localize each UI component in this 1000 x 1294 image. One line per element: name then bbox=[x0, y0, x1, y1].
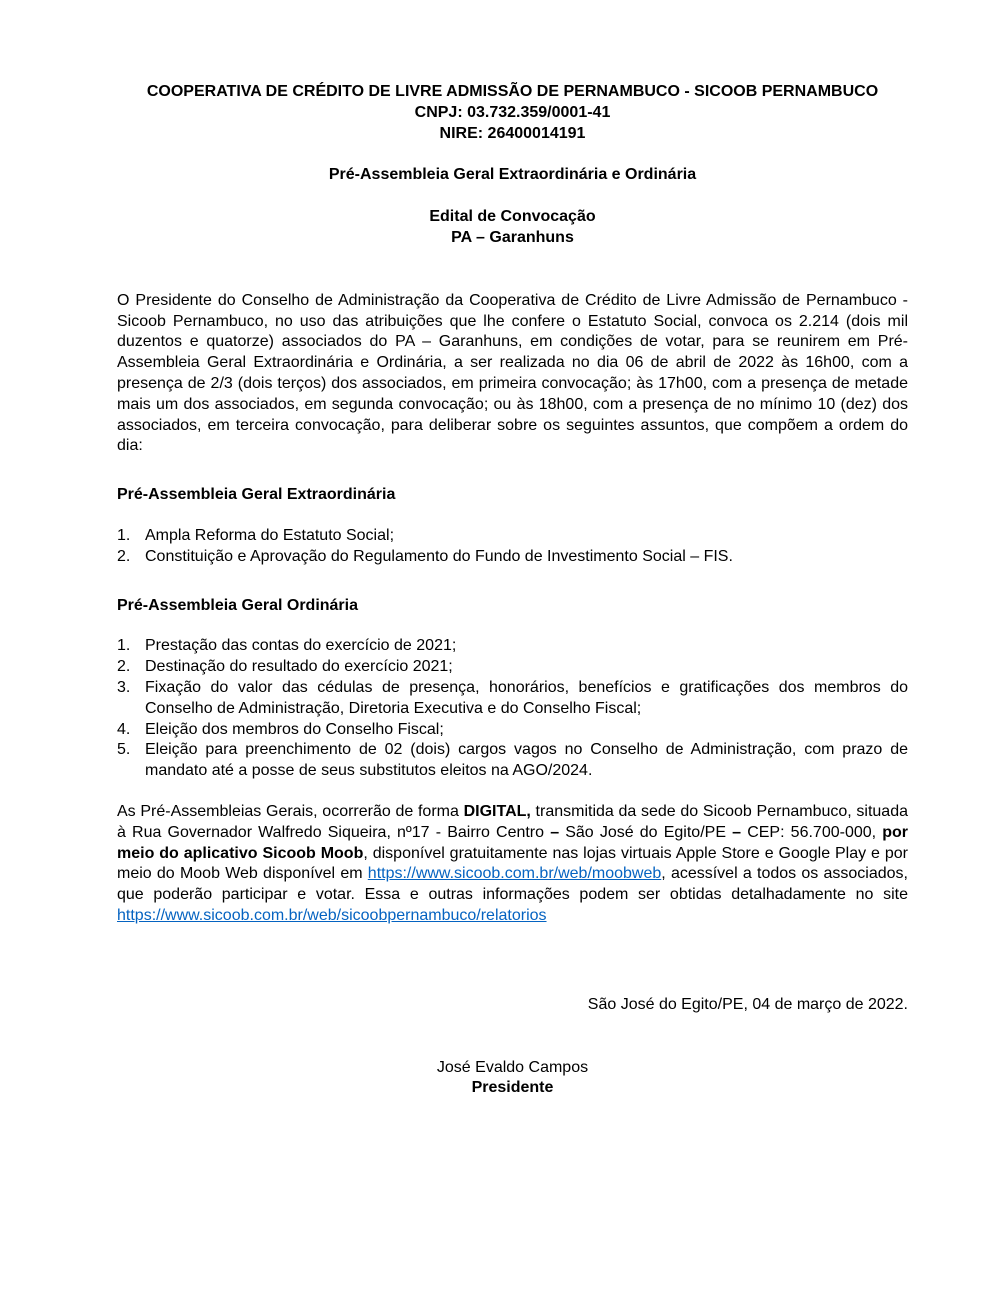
list-item bbox=[117, 547, 908, 568]
extraordinaria-list bbox=[117, 526, 908, 568]
intro-paragraph: O Presidente do Conselho de Administração da Cooperativa de Crédito de Livre Admissão de Pernambuco - Sicoob Pernambuco, no uso das atribuições que lhe confere o Estatuto Social, convoca os 2.214 (dois mil duzentos e quatorze) associados do PA – Garanhuns, em condições de votar, para se reunirem em Pré-Assembleia Geral Extraordinária e Ordinária, a ser realizada no dia 06 de abril de 2022 às 16h00, com a presença de 2/3 (dois terços) dos associados, em primeira convocação; às 17h00, com a presença de metade mais um dos associados, em segunda convocação; ou às 18h00, com a presença de no mínimo 10 (dez) dos associados, em terceira convocação, para deliberar sobre os seguintes assuntos, que compõem a ordem do dia: bbox=[117, 291, 908, 455]
assembly-title: Pré-Assembleia Geral Extraordinária e Ordinária bbox=[328, 166, 697, 184]
list-item bbox=[117, 720, 908, 741]
list-item-text: Ampla Reforma do Estatuto Social; bbox=[145, 526, 395, 544]
ordinaria-list bbox=[117, 636, 908, 782]
org-cnpj: CNPJ: 03.732.359/0001-41 bbox=[414, 103, 611, 121]
list-item bbox=[117, 678, 908, 720]
list-item-number: 4. bbox=[117, 720, 131, 738]
digital-text: CEP: 56.700-000, bbox=[741, 823, 883, 841]
list-item bbox=[117, 526, 908, 547]
digital-text: As Pré-Assembleias Gerais, ocorrerão de forma bbox=[117, 802, 464, 820]
list-item-text: Prestação das contas do exercício de 2021; bbox=[145, 637, 457, 655]
digital-bold-dash: – bbox=[732, 823, 742, 841]
signature-block bbox=[117, 1058, 908, 1100]
digital-text: , disponível gratuitamente nas lojas virtuais Apple Store e Google Play e por meio do Moob Web disponível em bbox=[117, 844, 908, 883]
digital-paragraph bbox=[117, 802, 908, 927]
list-item-number: 5. bbox=[117, 741, 131, 759]
list-item bbox=[117, 636, 908, 657]
list-item-number: 3. bbox=[117, 678, 131, 696]
edital-title: Edital de Convocação bbox=[429, 208, 596, 226]
section-heading-ordinaria: Pré-Assembleia Geral Ordinária bbox=[117, 596, 358, 614]
list-item-text: Fixação do valor das cédulas de presença, honorários, benefícios e gratificações dos membros do Conselho de Administração, Diretoria Executiva e do Conselho Fiscal; bbox=[145, 678, 908, 717]
branch-name: PA – Garanhuns bbox=[451, 228, 574, 246]
digital-text: , acessível a todos os associados, que poderão participar e votar. Essa e outras informações podem ser obtidas detalhadamente no site bbox=[117, 865, 909, 904]
section-heading-extraordinaria: Pré-Assembleia Geral Extraordinária bbox=[117, 486, 396, 504]
digital-bold-dash: – bbox=[550, 823, 560, 841]
moobweb-link[interactable]: https://www.sicoob.com.br/web/moobweb bbox=[367, 865, 662, 883]
digital-bold-text: DIGITAL, bbox=[463, 802, 531, 820]
dateline: São José do Egito/PE, 04 de março de 2022. bbox=[587, 995, 908, 1013]
list-item-text: Eleição para preenchimento de 02 (dois) cargos vagos no Conselho de Administração, com prazo de mandato até a posse de seus substitutos eleitos na AGO/2024. bbox=[145, 741, 908, 780]
document-header bbox=[117, 82, 908, 249]
signer-role: Presidente bbox=[471, 1079, 554, 1097]
list-item-number: 2. bbox=[117, 658, 131, 676]
digital-text: transmitida da sede do Sicoob Pernambuco, situada à Rua Governador Walfredo Siqueira, nº17 - Bairro Centro bbox=[117, 802, 909, 841]
list-item bbox=[117, 657, 908, 678]
digital-text: São José do Egito/PE bbox=[559, 823, 733, 841]
list-item-number: 2. bbox=[117, 547, 131, 565]
list-item-text: Constituição e Aprovação do Regulamento do Fundo de Investimento Social – FIS. bbox=[145, 547, 733, 565]
list-item-text: Destinação do resultado do exercício 2021; bbox=[145, 658, 453, 676]
digital-bold-text: por meio do aplicativo Sicoob Moob bbox=[117, 823, 909, 862]
relatorios-link[interactable]: https://www.sicoob.com.br/web/sicoobpernambuco/relatorios bbox=[117, 906, 547, 924]
list-item-number: 1. bbox=[117, 526, 131, 544]
org-nire: NIRE: 26400014191 bbox=[439, 124, 586, 142]
signer-name: José Evaldo Campos bbox=[436, 1058, 589, 1076]
list-item bbox=[117, 740, 908, 782]
org-name: COOPERATIVA DE CRÉDITO DE LIVRE ADMISSÃO DE PERNAMBUCO - SICOOB PERNAMBUCO bbox=[146, 83, 879, 100]
list-item-text: Eleição dos membros do Conselho Fiscal; bbox=[145, 720, 444, 738]
list-item-number: 1. bbox=[117, 637, 131, 655]
